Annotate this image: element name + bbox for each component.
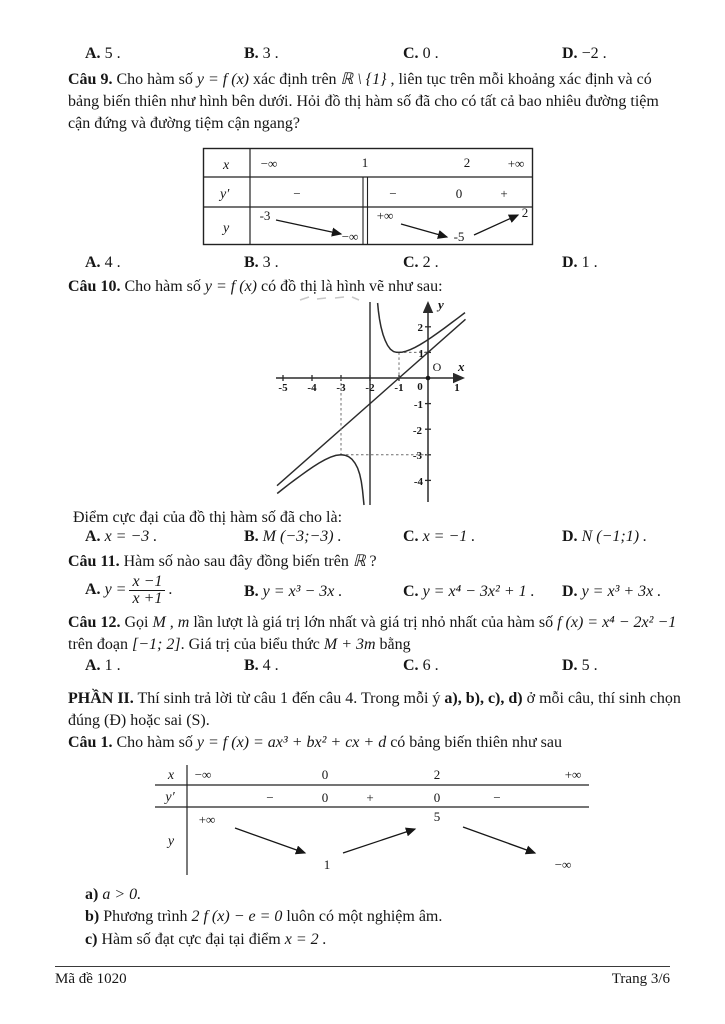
svg-text:−: − bbox=[389, 186, 397, 201]
math-expression: x = 2 . bbox=[284, 931, 327, 948]
variation-table-p2q1 bbox=[155, 763, 595, 875]
part-2-title: PHẦN II. bbox=[68, 690, 134, 707]
row-label-y: y bbox=[167, 834, 175, 849]
question-10: Câu 10. Cho hàm số y = f (x) có đồ thị là hình vẽ như sau: bbox=[68, 278, 443, 295]
options-row-q10 bbox=[0, 528, 725, 552]
math-expression: y = f (x) = ax³ + bx² + cx + d bbox=[196, 734, 387, 751]
option-b: B. y = x³ − 3x . bbox=[244, 583, 343, 600]
option-a: A. y = $\frac{x -1}{x +1}$ . bbox=[85, 573, 173, 607]
option-b-label: B. bbox=[244, 45, 259, 62]
option-c: C. 2 . bbox=[403, 254, 439, 271]
svg-text:−∞: −∞ bbox=[554, 857, 572, 872]
option-b: B. M (−3;−3) . bbox=[244, 528, 342, 545]
math-expression: y = f (x) bbox=[196, 71, 250, 88]
part-2-header: PHẦN II. Thí sinh trả lời từ câu 1 đến câu 4. Trong mỗi ý a), b), c), d) ở mỗi câu, thí sinh chọn đúng (Đ) hoặc sai (S). bbox=[68, 690, 681, 729]
math-expression: 2 f (x) − e = 0 bbox=[191, 908, 283, 925]
option-c-label: C. bbox=[403, 45, 419, 62]
arrow-down bbox=[463, 827, 535, 853]
svg-text:2: 2 bbox=[463, 155, 471, 170]
scan-artifact bbox=[300, 297, 359, 300]
math-expression: ℝ \ {1} bbox=[340, 71, 387, 88]
option-d: D. N (−1;1) . bbox=[562, 528, 648, 545]
svg-text:-2: -2 bbox=[365, 382, 375, 394]
math-expression: ℝ bbox=[352, 553, 366, 570]
math-expression: a > 0. bbox=[102, 886, 142, 903]
svg-text:+∞: +∞ bbox=[376, 208, 394, 223]
svg-text:−∞: −∞ bbox=[341, 229, 359, 244]
svg-text:-3: -3 bbox=[259, 208, 271, 223]
row-label-y: y bbox=[223, 221, 230, 236]
svg-text:0: 0 bbox=[455, 186, 463, 201]
row-label-x: x bbox=[223, 158, 230, 173]
row-label-y-prime: y′ bbox=[220, 187, 230, 202]
question-9: Câu 9. Cho hàm số y = f (x) xác định trên ℝ \ {1} , liên tục trên mỗi khoảng xác định và có bảng biến thiên như hình bên dưới. Hỏi đồ thị hàm số đã cho có tất cả bao nhiêu đường tiệm cận đứng và đường tiệm cận ngang? bbox=[68, 71, 659, 132]
option-a: A. 1 . bbox=[85, 657, 121, 674]
options-row-previous bbox=[0, 45, 725, 69]
option-b: B. 3 . bbox=[244, 254, 279, 271]
arrow-down bbox=[276, 220, 341, 234]
option-a: A. x = −3 . bbox=[85, 528, 158, 545]
math-expression: [−1; 2] bbox=[131, 636, 181, 653]
svg-text:2: 2 bbox=[521, 205, 529, 220]
option-b: B. 4 . bbox=[244, 657, 279, 674]
option-b-text: 3 . bbox=[262, 45, 279, 62]
variation-table-q9 bbox=[203, 148, 533, 245]
option-c: C. 6 . bbox=[403, 657, 439, 674]
x-axis-label: x bbox=[458, 359, 465, 374]
svg-text:−: − bbox=[266, 790, 274, 805]
arrow-down bbox=[235, 828, 305, 853]
zero-label: 0 bbox=[417, 381, 423, 393]
svg-text:-4: -4 bbox=[307, 382, 317, 394]
option-d-label: D. bbox=[562, 45, 578, 62]
math-expression: M , m bbox=[152, 614, 190, 631]
svg-text:1: 1 bbox=[361, 155, 369, 170]
svg-text:1: 1 bbox=[418, 348, 424, 360]
svg-text:-3: -3 bbox=[412, 450, 422, 462]
p2-question-1-number: Câu 1. bbox=[68, 734, 113, 751]
question-11-number: Câu 11. bbox=[68, 553, 120, 570]
origin-dot bbox=[426, 376, 431, 381]
question-9-number: Câu 9. bbox=[68, 71, 113, 88]
arrow-down bbox=[401, 224, 447, 237]
row-label-x: x bbox=[167, 768, 175, 783]
svg-text:0: 0 bbox=[433, 790, 441, 805]
question-10-number: Câu 10. bbox=[68, 278, 121, 295]
q10-question-line: Điểm cực đại của đồ thị hàm số đã cho là: bbox=[73, 509, 343, 526]
origin-label: O bbox=[432, 360, 442, 374]
svg-text:1: 1 bbox=[323, 857, 331, 872]
option-a-text: 5 . bbox=[104, 45, 121, 62]
curve-left-branch bbox=[277, 455, 364, 505]
option-a bbox=[85, 45, 121, 63]
option-a-label: A. bbox=[85, 45, 101, 62]
svg-text:-5: -5 bbox=[278, 382, 288, 394]
option-c bbox=[403, 45, 439, 63]
math-expression: M + 3m bbox=[323, 636, 376, 653]
y-axis-label: y bbox=[438, 297, 444, 312]
statement-b: b) Phương trình 2 f (x) − e = 0 luôn có một nghiệm âm. bbox=[85, 908, 443, 925]
statement-a: a) a > 0. bbox=[85, 886, 142, 903]
svg-text:1: 1 bbox=[454, 382, 460, 394]
svg-text:-4: -4 bbox=[413, 476, 423, 488]
option-d: D. y = x³ + 3x . bbox=[562, 583, 662, 600]
svg-text:-1: -1 bbox=[413, 399, 423, 411]
option-a: A. 4 . bbox=[85, 254, 121, 271]
svg-text:5: 5 bbox=[433, 809, 441, 824]
fraction: $\frac{x -1}{x +1}$ bbox=[129, 574, 165, 607]
math-expression: f (x) = x⁴ − 2x² −1 bbox=[557, 614, 677, 631]
svg-text:+∞: +∞ bbox=[564, 767, 582, 782]
svg-text:+∞: +∞ bbox=[198, 812, 216, 827]
svg-text:0: 0 bbox=[321, 790, 329, 805]
option-b bbox=[244, 45, 279, 63]
svg-text:-3: -3 bbox=[336, 382, 346, 394]
question-12: Câu 12. Gọi M , m lần lượt là giá trị lớn nhất và giá trị nhỏ nhất của hàm số f (x) = x⁴ − 2x² −1 trên đoạn [−1; 2]. Giá trị của biểu thức M + 3m bằng bbox=[68, 614, 677, 653]
part2-question-1: Câu 1. Cho hàm số y = f (x) = ax³ + bx² + cx + d có bảng biến thiên như sau bbox=[68, 734, 562, 751]
option-d: D. 1 . bbox=[562, 254, 598, 271]
options-row-q12 bbox=[0, 657, 725, 681]
svg-text:0: 0 bbox=[321, 767, 329, 782]
question-12-number: Câu 12. bbox=[68, 614, 121, 631]
svg-text:-5: -5 bbox=[453, 229, 465, 244]
svg-text:−∞: −∞ bbox=[260, 156, 278, 171]
option-c: C. x = −1 . bbox=[403, 528, 476, 545]
options-row-q11 bbox=[0, 574, 725, 612]
question-11: Câu 11. Hàm số nào sau đây đồng biến trên ℝ ? bbox=[68, 553, 377, 570]
math-expression: y = f (x) bbox=[204, 278, 258, 295]
options-row-q9 bbox=[0, 254, 725, 278]
arrow-up bbox=[474, 215, 518, 235]
page-number: Trang 3/6 bbox=[611, 971, 670, 987]
svg-text:+∞: +∞ bbox=[507, 156, 525, 171]
svg-text:−: − bbox=[493, 790, 501, 805]
svg-text:2: 2 bbox=[417, 322, 423, 334]
option-d: D. 5 . bbox=[562, 657, 598, 674]
statement-c: c) Hàm số đạt cực đại tại điểm x = 2 . bbox=[85, 931, 327, 948]
row-label-y-prime: y′ bbox=[165, 790, 175, 805]
function-graph-q10 bbox=[250, 294, 480, 508]
svg-text:−: − bbox=[293, 186, 301, 201]
exam-code: Mã đề 1020 bbox=[55, 971, 127, 987]
option-d-text: −2 . bbox=[581, 45, 607, 62]
svg-text:+: + bbox=[500, 186, 508, 201]
option-d bbox=[562, 45, 607, 63]
option-c-text: 0 . bbox=[422, 45, 439, 62]
page-footer bbox=[55, 966, 670, 988]
svg-text:2: 2 bbox=[433, 767, 441, 782]
arrow-up bbox=[343, 829, 415, 853]
option-c: C. y = x⁴ − 3x² + 1 . bbox=[403, 583, 535, 600]
svg-text:-2: -2 bbox=[412, 425, 422, 437]
oblique-asymptote bbox=[277, 319, 466, 485]
svg-text:+: + bbox=[366, 790, 374, 805]
svg-text:−∞: −∞ bbox=[194, 767, 212, 782]
svg-text:-1: -1 bbox=[394, 382, 404, 394]
